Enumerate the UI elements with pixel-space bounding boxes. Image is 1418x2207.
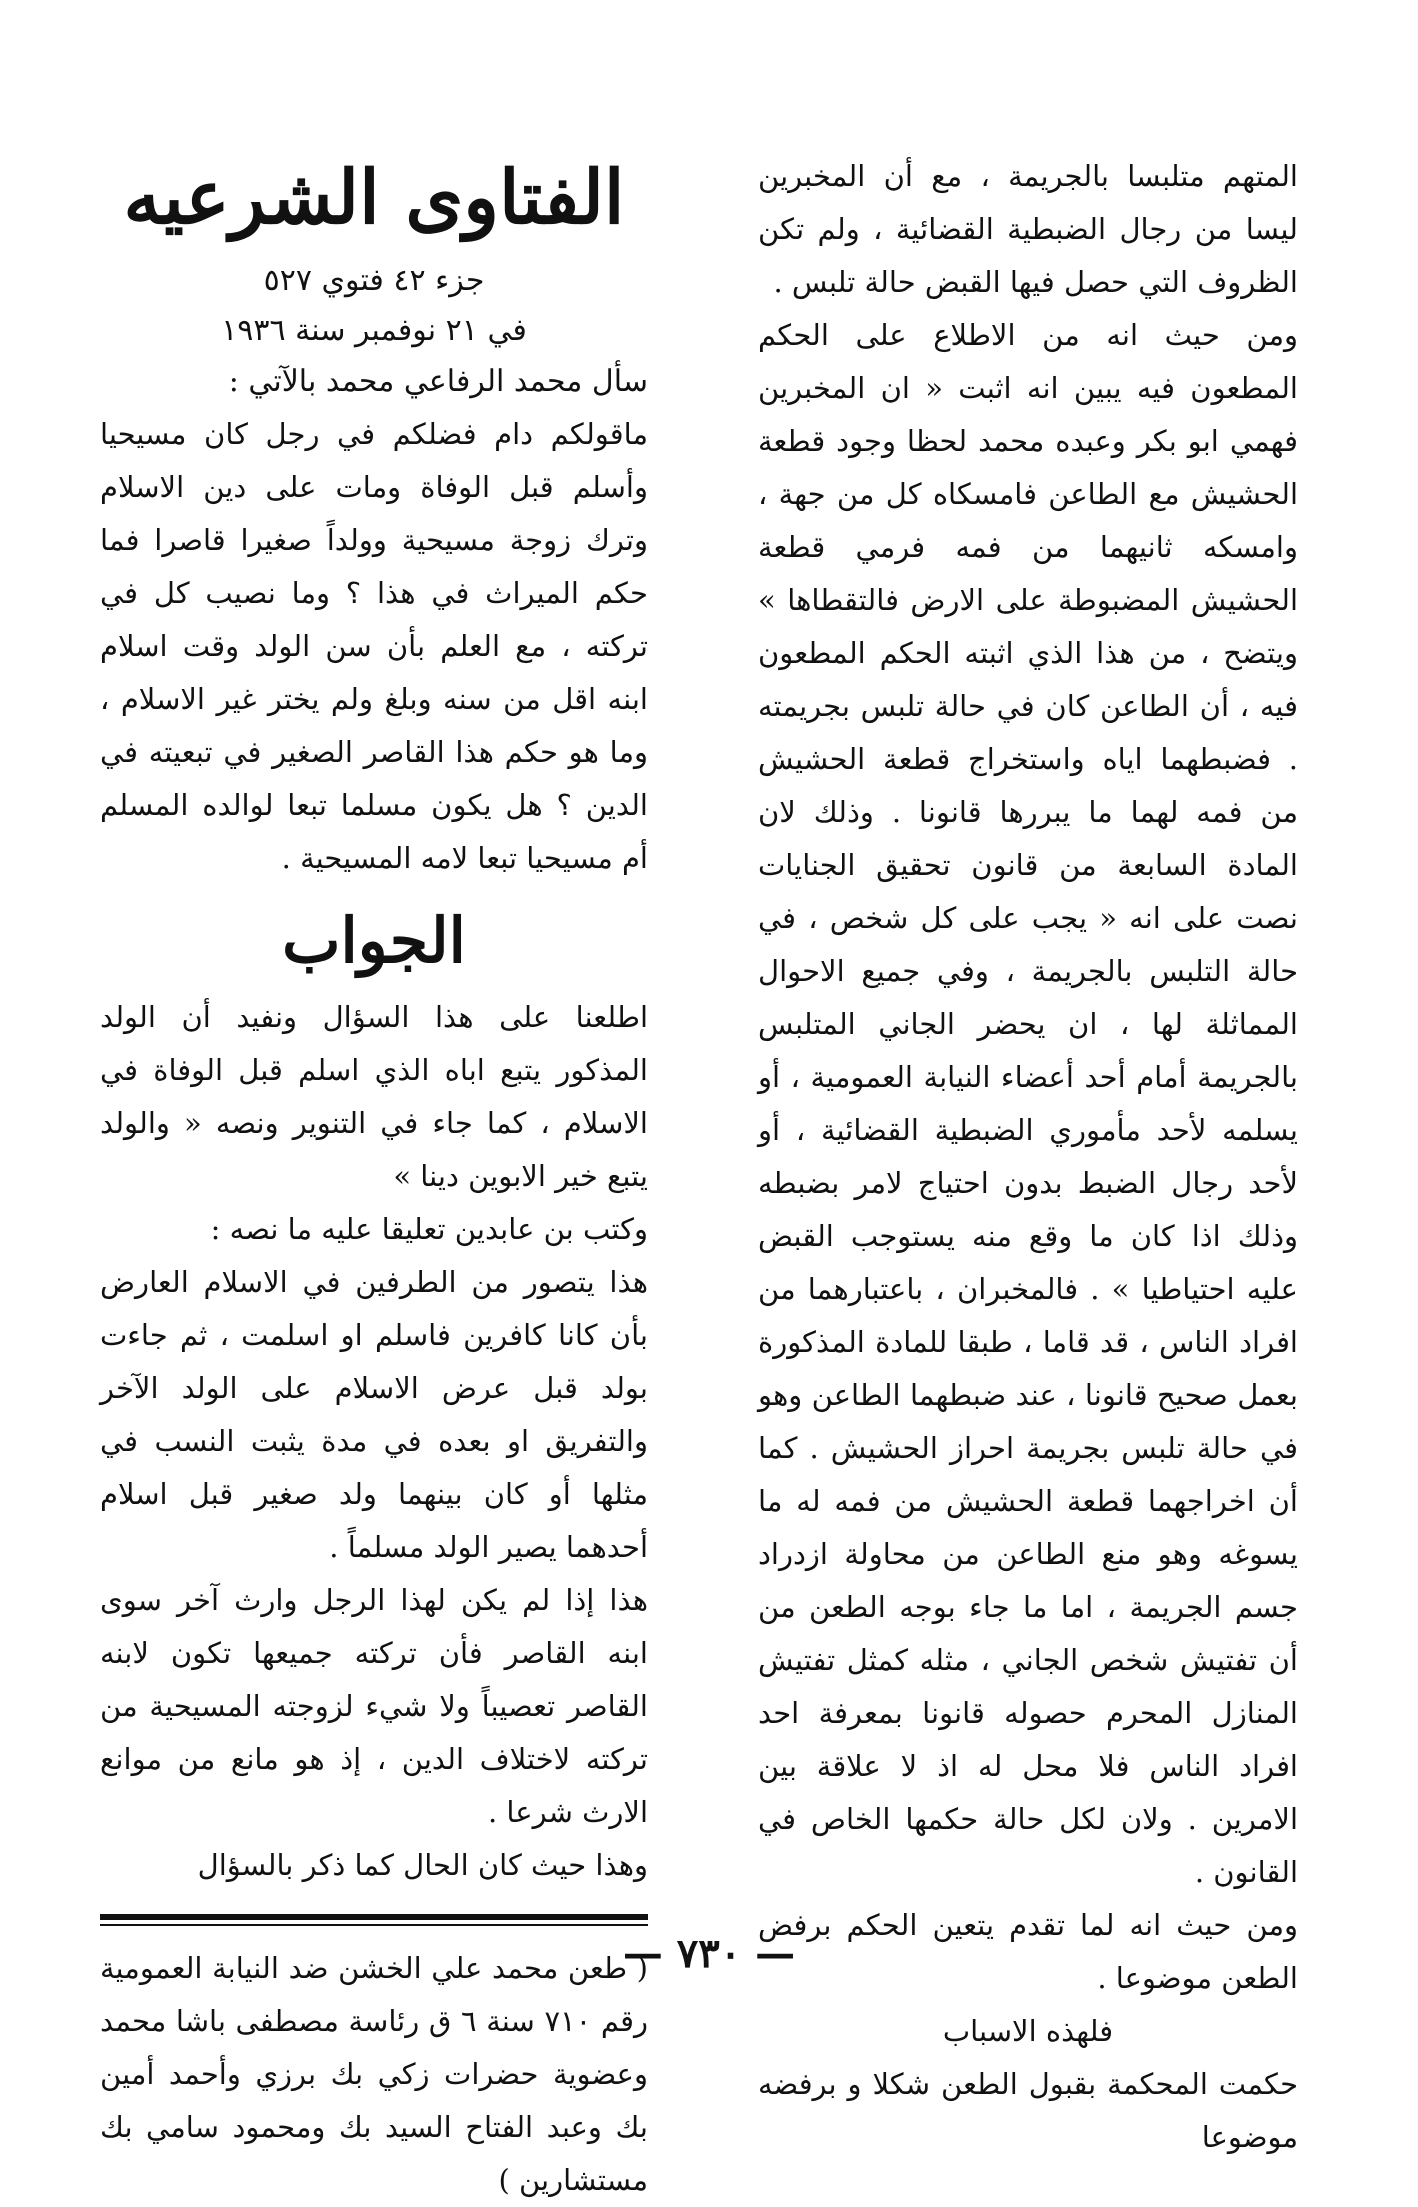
case-footnote: ( طعن محمد علي الخشن ضد النيابة العمومية رقم ٧١٠ سنة ٦ ق رئاسة مصطفى باشا محمد وعضوية حضرات زكي بك برزي وأحمد أمين بك وعبد الفتاح السيد بك ومحمود سامي بك مستشارين ) [100,1951,648,2197]
question-text: ماقولكم دام فضلكم في رجل كان مسيحيا وأسلم قبل الوفاة ومات على دين الاسلام وترك زوجة مسيحية وولداً صغيرا قاصرا فما حكم الميراث في هذا ؟ وما نصيب كل في تركته ، مع العلم بأن سن الولد وقت اسلام ابنه اقل من سنه وبلغ ولم يختر غير الاسلام ، وما هو حكم هذا القاصر الصغير في تبعيته في الدين ؟ هل يكون مسلما تبعا لوالده المسلم أم مسيحيا تبعا لامه المسيحية . [100,417,648,875]
right-column [758,150,1298,2164]
answer-paragraph-3: هذا يتصور من الطرفين في الاسلام العارض بأن كانا كافرين فاسلم او اسلمت ، ثم جاءت بولد قبل عرض الاسلام على الولد الآخر والتفريق او بعده في مدة يثبت النسب في مثلها أو كان بينهما ولد صغير قبل اسلام أحدهما يصير الولد مسلماً . [100,1265,648,1564]
footnote-divider-thin [100,1924,648,1926]
answer-paragraph-2: وكتب بن عابدين تعليقا عليه ما نصه : [210,1212,648,1246]
right-paragraph-1: المتهم متلبسا بالجريمة ، مع أن المخبرين ليسا من رجال الضبطية القضائية ، ولم تكن الظروف التي حصل فيها القبض حالة تلبس . [758,159,1298,299]
answer-heading: الجواب [282,904,466,977]
fatwa-reference: جزء ٤٢ فتوي ٥٢٧ [263,263,485,298]
left-column [100,150,648,2207]
closing-heading: فلهذه الاسباب [942,2014,1114,2048]
right-paragraph-2: ومن حيث انه من الاطلاع على الحكم المطعون فيه يبين انه اثبت « ان المخبرين فهمي ابو بكر وعبده محمد لحظا وجود قطعة الحشيش مع الطاعن فامسكاه كل من جهة ، وامسكه ثانيهما من فمه فرمي قطعة الحشيش المضبوطة على الارض فالتقطاها » ويتضح ، من هذا الذي اثبته الحكم المطعون فيه ، أن الطاعن كان في حالة تلبس بجريمته . فضبطهما اياه واستخراج قطعة الحشيش من فمه لهما ما يبررها قانونا . وذلك لان المادة السابعة من قانون تحقيق الجنايات نصت على انه « يجب على كل شخص ، في حالة التلبس بالجريمة ، وفي جميع الاحوال المماثلة لها ، ان يحضر الجاني المتلبس بالجريمة أمام أحد أعضاء النيابة العمومية ، أو يسلمه لأحد مأموري الضبطية القضائية ، أو لأحد رجال الضبط بدون احتياج لامر بضبطه وذلك اذا كان ما وقع منه يستوجب القبض عليه احتياطيا » . فالمخبران ، باعتبارهما من افراد الناس ، قد قاما ، طبقا للمادة المذكورة بعمل صحيح قانونا ، عند ضبطهما الطاعن وهو في حالة تلبس بجريمة احراز الحشيش . كما أن اخراجهما قطعة الحشيش من فمه له ما يسوغه وهو منع الطاعن من محاولة ازدراد جسم الجريمة ، اما ما جاء بوجه الطعن من أن تفتيش شخص الجاني ، مثله كمثل تفتيش المنازل المحرم حصوله قانونا بمعرفة احد افراد الناس فلا محل له اذ لا علاقة بين الامرين . ولان لكل حالة حكمها الخاص في القانون . [758,318,1298,1889]
footnote-divider-thick [100,1914,648,1920]
asker-line: سأل محمد الرفاعي محمد بالآتي : [228,364,648,399]
closing-text: حكمت المحكمة بقبول الطعن شكلا و برفضه موضوعا [758,2067,1298,2154]
right-paragraph-3: ومن حيث انه لما تقدم يتعين الحكم برفض الطعن موضوعا . [758,1908,1298,1995]
section-title: الفتاوى الشرعيه [123,155,625,241]
answer-paragraph-1: اطلعنا على هذا السؤال ونفيد أن الولد المذكور يتبع اباه الذي اسلم قبل الوفاة في الاسلام ، كما جاء في التنوير ونصه « والولد يتبع خير الابوين دينا » [100,1000,648,1193]
page-number: — ٧٣٠ — [622,1930,796,1977]
answer-paragraph-5: وهذا حيث كان الحال كما ذكر بالسؤال [197,1848,648,1882]
answer-paragraph-4: هذا إذا لم يكن لهذا الرجل وارث آخر سوى ابنه القاصر فأن تركته جميعها تكون لابنه القاصر تعصيباً ولا شيء لزوجته المسيحية من تركته لاختلاف الدين ، إذ هو مانع من موانع الارث شرعا . [100,1583,648,1829]
fatwa-date: في ٢١ نوفمبر سنة ١٩٣٦ [221,313,527,348]
